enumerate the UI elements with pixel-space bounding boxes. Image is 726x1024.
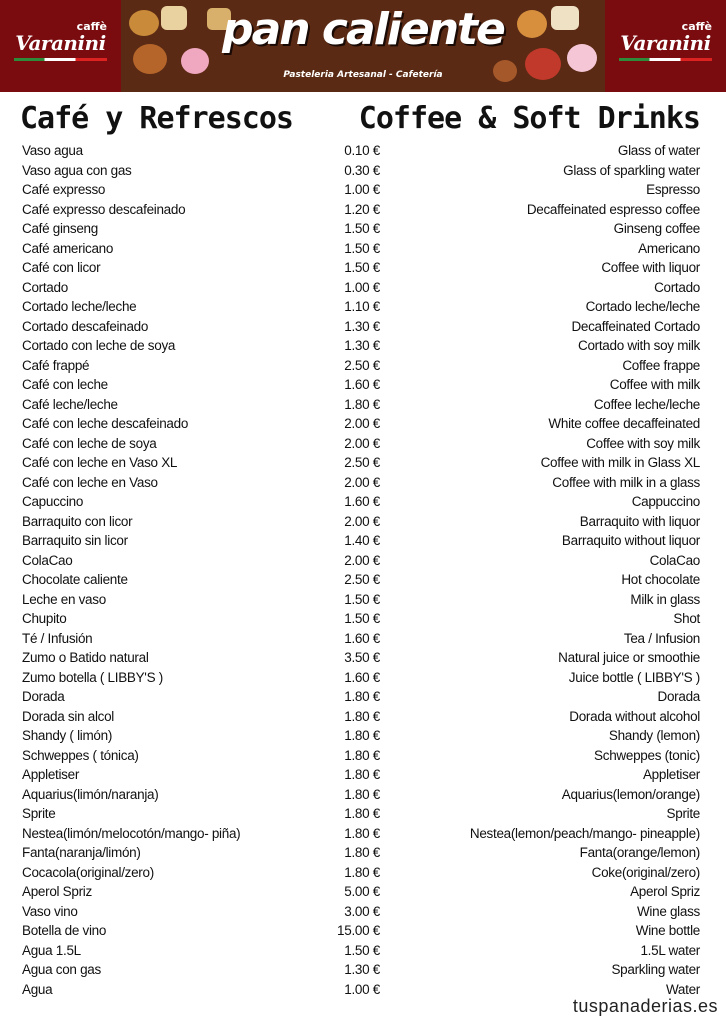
item-price: 2.00 € <box>344 513 380 529</box>
item-price: 2.00 € <box>344 416 380 431</box>
item-price: 1.80 € <box>344 689 380 704</box>
item-name-english: Coke(original/zero) <box>591 864 700 880</box>
item-name-spanish: Té / Infusión <box>22 630 93 646</box>
item-price: 1.60 € <box>344 377 380 392</box>
menu-row <box>0 180 726 200</box>
item-price: 1.80 € <box>344 728 380 743</box>
item-name-spanish: Shandy ( limón) <box>22 728 113 743</box>
menu-row <box>0 141 726 161</box>
item-name-spanish: Café con leche en Vaso <box>22 474 158 490</box>
item-name-english: Cortado <box>654 279 700 295</box>
item-name-spanish: Café frappé <box>22 357 90 373</box>
item-price: 1.50 € <box>344 591 380 607</box>
menu-row <box>0 453 726 473</box>
menu-row <box>0 512 726 532</box>
bakery-subtitle: Pasteleria Artesanal - Cafetería <box>283 70 443 80</box>
item-name-spanish: Agua <box>22 981 53 997</box>
item-price: 1.80 € <box>344 767 380 782</box>
menu-row <box>0 921 726 941</box>
item-name-english: Wine glass <box>636 903 700 919</box>
cake-icon <box>551 6 579 30</box>
item-price: 0.30 € <box>344 162 380 178</box>
item-price: 1.80 € <box>344 747 380 763</box>
menu-row <box>0 824 726 844</box>
item-name-spanish: Café americano <box>22 240 114 256</box>
item-name-english: Wine bottle <box>635 923 700 938</box>
item-name-spanish: Café con leche descafeinado <box>22 416 189 431</box>
item-name-english: Hot chocolate <box>621 572 700 587</box>
menu-row <box>0 531 726 551</box>
item-price: 1.50 € <box>344 260 380 275</box>
right-brand-logo <box>605 0 726 92</box>
item-price: 1.80 € <box>344 864 380 880</box>
item-name-spanish: Café ginseng <box>22 221 98 236</box>
menu-row <box>0 395 726 415</box>
item-name-english: Shandy (lemon) <box>608 728 700 743</box>
item-name-english: Decaffeinated espresso coffee <box>526 201 700 217</box>
item-name-english: Cappuccino <box>631 494 700 509</box>
menu-row <box>0 707 726 727</box>
item-price: 1.80 € <box>344 806 380 821</box>
menu-row <box>0 746 726 766</box>
menu-row <box>0 726 726 746</box>
bakery-logo-banner <box>121 0 605 92</box>
item-name-spanish: Agua 1.5L <box>22 942 81 958</box>
item-name-english: Espresso <box>646 182 700 197</box>
bakery-title: pan caliente <box>222 4 504 55</box>
menu-row <box>0 629 726 649</box>
menu-row <box>0 258 726 278</box>
menu-row <box>0 200 726 220</box>
menu-row <box>0 473 726 493</box>
menu-row <box>0 804 726 824</box>
item-name-spanish: Chocolate caliente <box>22 572 128 587</box>
item-name-spanish: Vaso vino <box>22 903 78 919</box>
left-brand-caffe: caffè <box>76 20 107 33</box>
item-name-spanish: Fanta(naranja/limón) <box>22 845 141 860</box>
item-name-english: Glass of water <box>617 143 700 158</box>
item-name-english: ColaCao <box>649 552 700 568</box>
item-name-spanish: Agua con gas <box>22 962 101 977</box>
croissant-icon <box>133 44 167 74</box>
item-price: 1.00 € <box>344 182 380 197</box>
item-name-english: Americano <box>638 240 700 256</box>
item-name-spanish: Nestea(limón/melocotón/mango- piña) <box>22 825 241 841</box>
menu-row <box>0 668 726 688</box>
item-price: 1.10 € <box>344 299 380 314</box>
item-name-english: Sprite <box>666 806 700 821</box>
item-name-english: Fanta(orange/lemon) <box>579 845 700 860</box>
item-name-spanish: Schweppes ( tónica) <box>22 747 139 763</box>
item-name-spanish: Café con leche de soya <box>22 435 157 451</box>
item-name-english: Schweppes (tonic) <box>594 747 700 763</box>
item-price: 2.50 € <box>344 455 380 470</box>
english-heading: Coffee & Soft Drinks <box>358 101 700 136</box>
menu-row <box>0 434 726 454</box>
item-name-spanish: Cortado leche/leche <box>22 299 137 314</box>
item-price: 2.00 € <box>344 552 380 568</box>
item-name-english: Cortado with soy milk <box>578 338 700 353</box>
item-name-english: Juice bottle ( LIBBY'S ) <box>568 669 700 685</box>
menu-row <box>0 336 726 356</box>
left-brand-name: Varanini <box>15 31 106 55</box>
watermark: tuspanaderias.es <box>572 996 718 1016</box>
item-price: 2.50 € <box>344 357 380 373</box>
macaron-icon <box>181 48 209 74</box>
item-name-english: Coffee with liquor <box>601 260 700 275</box>
menu-row <box>0 843 726 863</box>
item-name-spanish: Chupito <box>22 611 67 626</box>
item-name-english: Coffee with soy milk <box>586 435 700 451</box>
item-name-english: Coffee frappe <box>622 357 700 373</box>
item-name-spanish: Barraquito con licor <box>22 513 133 529</box>
item-name-english: Glass of sparkling water <box>563 162 700 178</box>
item-name-spanish: Café leche/leche <box>22 396 118 412</box>
item-price: 1.80 € <box>344 786 380 802</box>
item-price: 2.50 € <box>344 572 380 587</box>
item-price: 1.80 € <box>344 845 380 860</box>
item-price: 1.00 € <box>344 279 380 295</box>
item-name-spanish: Vaso agua con gas <box>22 162 132 178</box>
menu-row <box>0 239 726 259</box>
item-name-english: Dorada <box>657 689 700 704</box>
item-name-english: Nestea(lemon/peach/mango- pineapple) <box>469 825 700 841</box>
spanish-heading: Café y Refrescos <box>20 101 293 136</box>
item-price: 1.50 € <box>344 221 380 236</box>
item-name-english: Coffee with milk <box>609 377 700 392</box>
item-price: 3.50 € <box>344 650 380 665</box>
item-price: 1.50 € <box>344 942 380 958</box>
item-name-spanish: Café expresso <box>22 182 106 197</box>
item-price: 1.50 € <box>344 240 380 256</box>
item-name-english: Appletiser <box>642 767 700 782</box>
item-name-spanish: Cortado descafeinado <box>22 318 149 334</box>
item-price: 5.00 € <box>344 884 380 899</box>
item-price: 1.80 € <box>344 708 380 724</box>
menu-row <box>0 414 726 434</box>
item-name-english: Milk in glass <box>630 591 700 607</box>
item-name-spanish: Café con licor <box>22 260 101 275</box>
item-price: 1.60 € <box>344 494 380 509</box>
pastry-icon <box>129 10 159 36</box>
right-brand-name: Varanini <box>620 31 711 55</box>
pie-icon <box>525 48 561 80</box>
menu-row <box>0 765 726 785</box>
item-name-spanish: Aperol Spriz <box>22 884 92 899</box>
item-name-spanish: Café con leche <box>22 377 108 392</box>
item-price: 1.30 € <box>344 338 380 353</box>
item-name-english: Aquarius(lemon/orange) <box>561 786 700 802</box>
item-name-english: Barraquito with liquor <box>579 513 700 529</box>
menu-row <box>0 648 726 668</box>
item-name-spanish: Sprite <box>22 806 56 821</box>
left-brand-logo <box>0 0 121 92</box>
right-brand-caffe: caffè <box>681 20 712 33</box>
item-price: 3.00 € <box>344 903 380 919</box>
item-name-english: Dorada without alcohol <box>569 708 700 724</box>
menu-row <box>0 960 726 980</box>
item-price: 1.40 € <box>344 533 380 548</box>
menu-row <box>0 941 726 961</box>
item-name-spanish: Cortado <box>22 279 68 295</box>
item-name-english: Tea / Infusion <box>623 630 700 646</box>
item-name-spanish: Zumo o Batido natural <box>22 650 149 665</box>
item-price: 0.10 € <box>344 143 380 158</box>
menu-row <box>0 492 726 512</box>
menu-list <box>0 141 726 999</box>
item-price: 1.20 € <box>344 201 380 217</box>
item-name-english: Ginseng coffee <box>613 221 700 236</box>
menu-row <box>0 278 726 298</box>
item-name-english: Coffee leche/leche <box>593 396 700 412</box>
item-price: 2.00 € <box>344 435 380 451</box>
item-name-spanish: Cortado con leche de soya <box>22 338 176 353</box>
item-price: 1.80 € <box>344 825 380 841</box>
item-name-spanish: Dorada <box>22 689 65 704</box>
menu-row <box>0 609 726 629</box>
item-price: 1.30 € <box>344 962 380 977</box>
cupcake-icon <box>517 10 547 38</box>
menu-row <box>0 687 726 707</box>
cake-icon <box>161 6 187 30</box>
item-name-english: Decaffeinated Cortado <box>571 318 700 334</box>
menu-row <box>0 161 726 181</box>
menu-row <box>0 551 726 571</box>
item-name-english: Aperol Spriz <box>630 884 700 899</box>
menu-row <box>0 356 726 376</box>
item-price: 15.00 € <box>337 923 380 938</box>
item-price: 1.60 € <box>344 630 380 646</box>
menu-row <box>0 882 726 902</box>
menu-row <box>0 570 726 590</box>
left-brand-flag-icon <box>14 58 107 61</box>
item-price: 1.50 € <box>344 611 380 626</box>
item-price: 1.00 € <box>344 981 380 997</box>
item-name-english: Coffee with milk in Glass XL <box>540 455 700 470</box>
item-name-spanish: Dorada sin alcol <box>22 708 115 724</box>
item-name-english: Coffee with milk in a glass <box>552 474 700 490</box>
item-price: 1.60 € <box>344 669 380 685</box>
item-name-spanish: Café expresso descafeinado <box>22 201 186 217</box>
item-price: 1.30 € <box>344 318 380 334</box>
menu-row <box>0 297 726 317</box>
item-name-english: Water <box>665 981 700 997</box>
menu-row <box>0 863 726 883</box>
item-name-spanish: Barraquito sin licor <box>22 533 128 548</box>
right-brand-flag-icon <box>619 58 712 61</box>
header-banner <box>0 0 726 92</box>
item-name-spanish: Vaso agua <box>22 143 83 158</box>
item-name-spanish: Cocacola(original/zero) <box>22 864 154 880</box>
item-name-english: Shot <box>673 611 700 626</box>
item-name-spanish: Aquarius(limón/naranja) <box>22 786 159 802</box>
item-name-spanish: Botella de vino <box>22 923 107 938</box>
macaron-icon <box>567 44 597 72</box>
item-name-spanish: Café con leche en Vaso XL <box>22 455 178 470</box>
item-name-spanish: Capuccino <box>22 494 84 509</box>
item-name-english: Sparkling water <box>611 962 700 977</box>
item-name-spanish: Zumo botella ( LIBBY'S ) <box>22 669 163 685</box>
item-name-english: Natural juice or smoothie <box>558 650 700 665</box>
item-price: 1.80 € <box>344 396 380 412</box>
item-name-english: White coffee decaffeinated <box>548 416 700 431</box>
item-name-spanish: Appletiser <box>22 767 80 782</box>
item-name-spanish: ColaCao <box>22 552 73 568</box>
menu-row <box>0 785 726 805</box>
menu-row <box>0 375 726 395</box>
item-name-english: Barraquito without liquor <box>561 533 700 548</box>
item-name-spanish: Leche en vaso <box>22 591 106 607</box>
item-name-english: 1.5L water <box>640 942 700 958</box>
menu-row <box>0 590 726 610</box>
item-price: 2.00 € <box>344 474 380 490</box>
menu-row <box>0 317 726 337</box>
menu-row <box>0 219 726 239</box>
item-name-english: Cortado leche/leche <box>585 299 700 314</box>
menu-row <box>0 902 726 922</box>
